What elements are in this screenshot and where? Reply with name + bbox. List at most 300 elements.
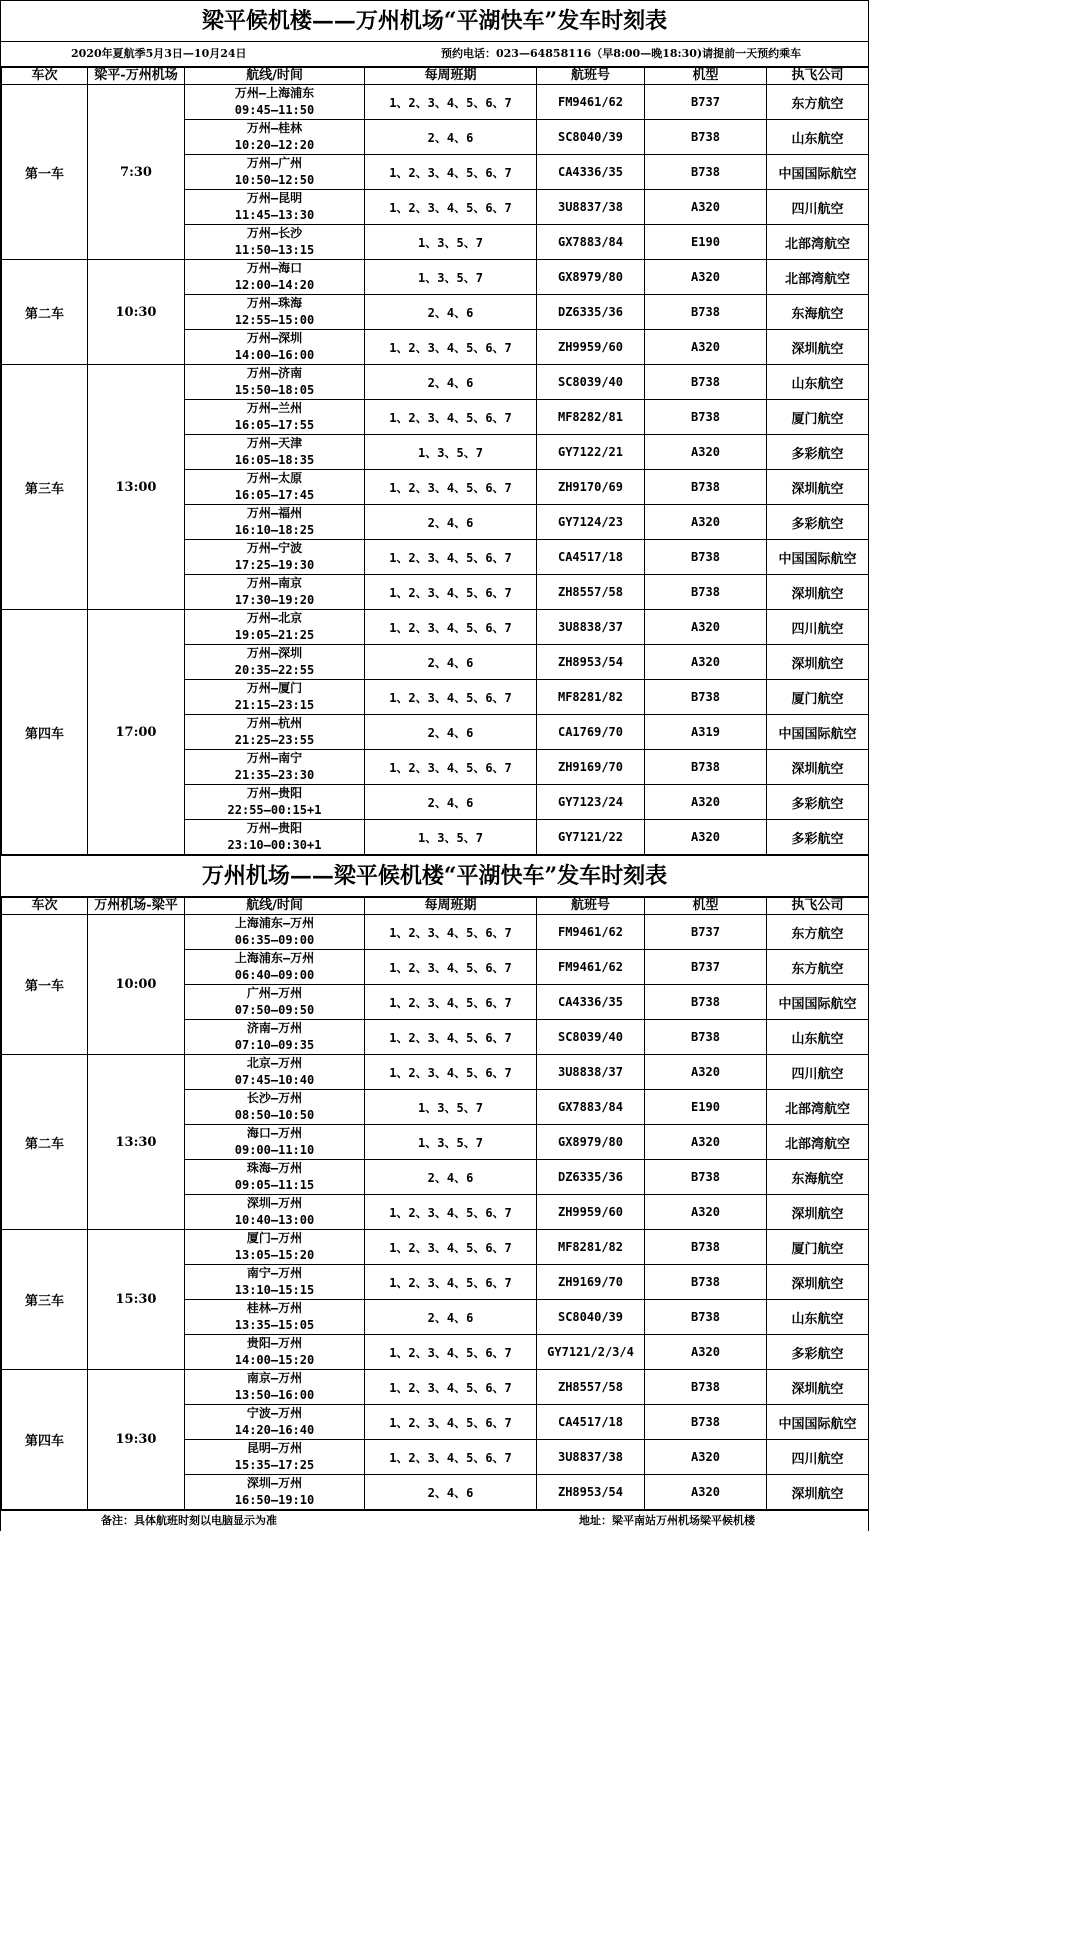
route-cell (185, 225, 365, 260)
airline-name: 四川航空 (767, 1055, 869, 1090)
route-name: 万州—杭州 (246, 716, 303, 730)
flight-number: SC8040/39 (537, 1300, 645, 1335)
airline-name: 深圳航空 (767, 645, 869, 680)
route-name: 广州—万州 (246, 986, 303, 1000)
flight-number: 3U8838/37 (537, 610, 645, 645)
flight-number: DZ6335/36 (537, 295, 645, 330)
route-cell (185, 985, 365, 1020)
aircraft-type: A320 (645, 260, 767, 295)
flight-number: 3U8837/38 (537, 190, 645, 225)
bus-number: 第四车 (2, 1370, 88, 1510)
weekly-days: 1、2、3、4、5、6、7 (365, 1370, 537, 1405)
flight-number: ZH9959/60 (537, 330, 645, 365)
flight-number: GX8979/80 (537, 1125, 645, 1160)
route-times: 10:50—12:50 (234, 173, 315, 187)
aircraft-type: B738 (645, 1405, 767, 1440)
weekly-days: 2、4、6 (365, 785, 537, 820)
aircraft-type: A320 (645, 645, 767, 680)
route-name: 深圳—万州 (246, 1196, 303, 1210)
flight-number: FM9461/62 (537, 85, 645, 120)
aircraft-type: B738 (645, 750, 767, 785)
weekly-days: 1、3、5、7 (365, 820, 537, 855)
route-cell (185, 645, 365, 680)
route-name: 上海浦东—万州 (234, 951, 315, 965)
route-times: 09:45—11:50 (234, 103, 315, 117)
route-cell (185, 85, 365, 120)
table-row (2, 915, 869, 950)
airline-name: 深圳航空 (767, 1475, 869, 1510)
flight-number: CA4336/35 (537, 155, 645, 190)
route-cell (185, 1370, 365, 1405)
bus-number: 第三车 (2, 365, 88, 610)
flight-number: ZH9169/70 (537, 1265, 645, 1300)
departure-time: 19:30 (88, 1370, 185, 1510)
aircraft-type: B738 (645, 1230, 767, 1265)
airline-name: 多彩航空 (767, 1335, 869, 1370)
season-text: 2020年夏航季5月3日—10月24日 (71, 47, 247, 60)
airline-name: 厦门航空 (767, 680, 869, 715)
route-times: 23:10—00:30+1 (227, 838, 322, 852)
aircraft-type: B738 (645, 680, 767, 715)
airline-name: 深圳航空 (767, 575, 869, 610)
table1-schedule (1, 67, 869, 855)
weekly-days: 1、3、5、7 (365, 1090, 537, 1125)
route-times: 16:05—17:45 (234, 488, 315, 502)
route-name: 宁波—万州 (246, 1406, 303, 1420)
weekly-days: 2、4、6 (365, 1160, 537, 1195)
weekly-days: 1、2、3、4、5、6、7 (365, 540, 537, 575)
flight-number: CA4336/35 (537, 985, 645, 1020)
aircraft-type: B738 (645, 985, 767, 1020)
route-cell (185, 1440, 365, 1475)
aircraft-type: A320 (645, 1195, 767, 1230)
route-cell (185, 915, 365, 950)
route-cell (185, 1335, 365, 1370)
column-header: 车次 (2, 68, 88, 85)
table-row (2, 610, 869, 645)
route-times: 06:40—09:00 (234, 968, 315, 982)
route-times: 11:50—13:15 (234, 243, 315, 257)
route-cell (185, 400, 365, 435)
route-times: 16:10—18:25 (234, 523, 315, 537)
route-cell (185, 1475, 365, 1510)
table1-info-line (1, 42, 868, 67)
weekly-days: 1、2、3、4、5、6、7 (365, 470, 537, 505)
flight-number: CA4517/18 (537, 1405, 645, 1440)
route-name: 昆明—万州 (246, 1441, 303, 1455)
airline-name: 北部湾航空 (767, 1125, 869, 1160)
aircraft-type: B738 (645, 1370, 767, 1405)
route-cell (185, 1090, 365, 1125)
weekly-days: 1、2、3、4、5、6、7 (365, 915, 537, 950)
aircraft-type: A320 (645, 1475, 767, 1510)
weekly-days: 1、2、3、4、5、6、7 (365, 985, 537, 1020)
aircraft-type: A320 (645, 785, 767, 820)
aircraft-type: A320 (645, 1055, 767, 1090)
weekly-days: 1、2、3、4、5、6、7 (365, 1405, 537, 1440)
route-cell (185, 750, 365, 785)
weekly-days: 1、2、3、4、5、6、7 (365, 155, 537, 190)
flight-number: MF8282/81 (537, 400, 645, 435)
flight-number: GY7121/2/3/4 (537, 1335, 645, 1370)
route-times: 09:05—11:15 (234, 1178, 315, 1192)
route-cell (185, 1265, 365, 1300)
route-cell (185, 785, 365, 820)
aircraft-type: B738 (645, 1160, 767, 1195)
aircraft-type: A320 (645, 435, 767, 470)
airline-name: 中国国际航空 (767, 540, 869, 575)
weekly-days: 1、2、3、4、5、6、7 (365, 190, 537, 225)
route-times: 10:40—13:00 (234, 1213, 315, 1227)
route-times: 21:25—23:55 (234, 733, 315, 747)
route-cell (185, 1055, 365, 1090)
route-name: 万州—海口 (246, 261, 303, 275)
departure-time: 13:30 (88, 1055, 185, 1230)
route-cell (185, 365, 365, 400)
aircraft-type: A320 (645, 330, 767, 365)
route-times: 14:00—15:20 (234, 1353, 315, 1367)
weekly-days: 1、2、3、4、5、6、7 (365, 1265, 537, 1300)
flight-number: MF8281/82 (537, 1230, 645, 1265)
airline-name: 多彩航空 (767, 785, 869, 820)
route-name: 万州—南京 (246, 576, 303, 590)
weekly-days: 1、3、5、7 (365, 435, 537, 470)
aircraft-type: A320 (645, 610, 767, 645)
route-name: 贵阳—万州 (246, 1336, 303, 1350)
airline-name: 山东航空 (767, 365, 869, 400)
aircraft-type: B738 (645, 295, 767, 330)
route-times: 11:45—13:30 (234, 208, 315, 222)
footer-note: 备注：具体航班时刻以电脑显示为准 (101, 1514, 277, 1527)
airline-name: 多彩航空 (767, 505, 869, 540)
route-times: 13:35—15:05 (234, 1318, 315, 1332)
bus-number: 第二车 (2, 260, 88, 365)
flight-number: ZH9170/69 (537, 470, 645, 505)
column-header: 航线/时间 (185, 68, 365, 85)
aircraft-type: B738 (645, 120, 767, 155)
route-cell (185, 295, 365, 330)
flight-number: ZH9169/70 (537, 750, 645, 785)
departure-time: 10:00 (88, 915, 185, 1055)
aircraft-type: B738 (645, 365, 767, 400)
column-header: 执飞公司 (767, 898, 869, 915)
route-cell (185, 435, 365, 470)
header-row (2, 68, 869, 85)
flight-number: ZH8557/58 (537, 1370, 645, 1405)
route-times: 08:50—10:50 (234, 1108, 315, 1122)
footer-address: 地址：梁平南站万州机场梁平候机楼 (579, 1514, 755, 1527)
aircraft-type: B738 (645, 1020, 767, 1055)
weekly-days: 2、4、6 (365, 715, 537, 750)
flight-number: MF8281/82 (537, 680, 645, 715)
route-cell (185, 1405, 365, 1440)
header-row (2, 898, 869, 915)
airline-name: 北部湾航空 (767, 1090, 869, 1125)
weekly-days: 1、2、3、4、5、6、7 (365, 575, 537, 610)
aircraft-type: A320 (645, 505, 767, 540)
route-name: 万州—福州 (246, 506, 303, 520)
route-times: 12:00—14:20 (234, 278, 315, 292)
route-name: 上海浦东—万州 (234, 916, 315, 930)
route-cell (185, 575, 365, 610)
weekly-days: 2、4、6 (365, 1300, 537, 1335)
column-header: 车次 (2, 898, 88, 915)
route-cell (185, 470, 365, 505)
route-name: 万州—厦门 (246, 681, 303, 695)
route-times: 14:00—16:00 (234, 348, 315, 362)
route-times: 15:35—17:25 (234, 1458, 315, 1472)
departure-time: 17:00 (88, 610, 185, 855)
weekly-days: 2、4、6 (365, 295, 537, 330)
column-header: 机型 (645, 898, 767, 915)
column-header: 万州机场-梁平 (88, 898, 185, 915)
table2-schedule (1, 897, 869, 1510)
route-name: 北京—万州 (246, 1056, 303, 1070)
table-row (2, 365, 869, 400)
bus-number: 第二车 (2, 1055, 88, 1230)
airline-name: 深圳航空 (767, 330, 869, 365)
route-name: 万州—桂林 (246, 121, 303, 135)
flight-number: GY7124/23 (537, 505, 645, 540)
aircraft-type: B738 (645, 400, 767, 435)
table2-title: 万州机场——梁平候机楼“平湖快车”发车时刻表 (1, 855, 868, 897)
aircraft-type: A320 (645, 1125, 767, 1160)
weekly-days: 1、2、3、4、5、6、7 (365, 330, 537, 365)
route-times: 14:20—16:40 (234, 1423, 315, 1437)
route-times: 19:05—21:25 (234, 628, 315, 642)
airline-name: 四川航空 (767, 190, 869, 225)
table-row (2, 1370, 869, 1405)
route-cell (185, 1020, 365, 1055)
route-times: 12:55—15:00 (234, 313, 315, 327)
airline-name: 厦门航空 (767, 1230, 869, 1265)
flight-number: ZH8557/58 (537, 575, 645, 610)
flight-number: SC8039/40 (537, 1020, 645, 1055)
weekly-days: 1、2、3、4、5、6、7 (365, 680, 537, 715)
flight-number: GY7121/22 (537, 820, 645, 855)
route-cell (185, 1160, 365, 1195)
airline-name: 北部湾航空 (767, 260, 869, 295)
route-cell (185, 950, 365, 985)
route-times: 16:05—17:55 (234, 418, 315, 432)
airline-name: 深圳航空 (767, 1370, 869, 1405)
aircraft-type: B737 (645, 85, 767, 120)
route-name: 万州—珠海 (246, 296, 303, 310)
route-times: 22:55—00:15+1 (227, 803, 322, 817)
weekly-days: 1、2、3、4、5、6、7 (365, 950, 537, 985)
airline-name: 山东航空 (767, 1300, 869, 1335)
column-header: 航线/时间 (185, 898, 365, 915)
column-header: 航班号 (537, 68, 645, 85)
route-name: 万州—深圳 (246, 331, 303, 345)
column-header: 梁平-万州机场 (88, 68, 185, 85)
weekly-days: 1、2、3、4、5、6、7 (365, 1055, 537, 1090)
weekly-days: 2、4、6 (365, 120, 537, 155)
route-cell (185, 190, 365, 225)
route-times: 07:50—09:50 (234, 1003, 315, 1017)
route-cell (185, 610, 365, 645)
airline-name: 多彩航空 (767, 435, 869, 470)
route-name: 万州—兰州 (246, 401, 303, 415)
aircraft-type: A319 (645, 715, 767, 750)
route-name: 万州—上海浦东 (234, 86, 315, 100)
route-cell (185, 820, 365, 855)
departure-time: 13:00 (88, 365, 185, 610)
aircraft-type: A320 (645, 1440, 767, 1475)
airline-name: 东海航空 (767, 1160, 869, 1195)
route-times: 07:45—10:40 (234, 1073, 315, 1087)
footer (1, 1510, 868, 1531)
route-cell (185, 1230, 365, 1265)
weekly-days: 1、3、5、7 (365, 1125, 537, 1160)
flight-number: ZH8953/54 (537, 1475, 645, 1510)
aircraft-type: B738 (645, 1265, 767, 1300)
flight-number: FM9461/62 (537, 950, 645, 985)
flight-number: GY7123/24 (537, 785, 645, 820)
route-name: 珠海—万州 (246, 1161, 303, 1175)
column-header: 航班号 (537, 898, 645, 915)
route-cell (185, 1300, 365, 1335)
route-times: 10:20—12:20 (234, 138, 315, 152)
route-name: 万州—济南 (246, 366, 303, 380)
route-times: 13:50—16:00 (234, 1388, 315, 1402)
weekly-days: 2、4、6 (365, 505, 537, 540)
bus-number: 第三车 (2, 1230, 88, 1370)
column-header: 每周班期 (365, 68, 537, 85)
route-times: 16:50—19:10 (234, 1493, 315, 1507)
route-name: 万州—天津 (246, 436, 303, 450)
aircraft-type: B737 (645, 915, 767, 950)
weekly-days: 1、2、3、4、5、6、7 (365, 1230, 537, 1265)
airline-name: 东方航空 (767, 915, 869, 950)
aircraft-type: A320 (645, 1335, 767, 1370)
column-header: 每周班期 (365, 898, 537, 915)
route-cell (185, 1125, 365, 1160)
weekly-days: 1、2、3、4、5、6、7 (365, 1195, 537, 1230)
route-times: 09:00—11:10 (234, 1143, 315, 1157)
weekly-days: 1、2、3、4、5、6、7 (365, 400, 537, 435)
airline-name: 山东航空 (767, 120, 869, 155)
flight-number: DZ6335/36 (537, 1160, 645, 1195)
route-cell (185, 260, 365, 295)
route-times: 15:50—18:05 (234, 383, 315, 397)
route-cell (185, 330, 365, 365)
route-name: 万州—长沙 (246, 226, 303, 240)
flight-number: GX7883/84 (537, 225, 645, 260)
aircraft-type: B738 (645, 575, 767, 610)
route-times: 07:10—09:35 (234, 1038, 315, 1052)
route-times: 21:35—23:30 (234, 768, 315, 782)
route-cell (185, 155, 365, 190)
column-header: 执飞公司 (767, 68, 869, 85)
route-times: 16:05—18:35 (234, 453, 315, 467)
flight-number: CA1769/70 (537, 715, 645, 750)
route-cell (185, 120, 365, 155)
weekly-days: 1、3、5、7 (365, 225, 537, 260)
route-name: 济南—万州 (246, 1021, 303, 1035)
aircraft-type: B738 (645, 1300, 767, 1335)
airline-name: 多彩航空 (767, 820, 869, 855)
airline-name: 中国国际航空 (767, 715, 869, 750)
route-cell (185, 715, 365, 750)
route-name: 万州—南宁 (246, 751, 303, 765)
weekly-days: 2、4、6 (365, 365, 537, 400)
route-name: 万州—广州 (246, 156, 303, 170)
table1-title: 梁平候机楼——万州机场“平湖快车”发车时刻表 (1, 1, 868, 42)
flight-number: FM9461/62 (537, 915, 645, 950)
route-cell (185, 680, 365, 715)
flight-number: GY7122/21 (537, 435, 645, 470)
route-times: 13:10—15:15 (234, 1283, 315, 1297)
airline-name: 东方航空 (767, 85, 869, 120)
route-times: 13:05—15:20 (234, 1248, 315, 1262)
bus-number: 第一车 (2, 85, 88, 260)
route-name: 万州—北京 (246, 611, 303, 625)
flight-number: SC8039/40 (537, 365, 645, 400)
route-name: 深圳—万州 (246, 1476, 303, 1490)
weekly-days: 2、4、6 (365, 1475, 537, 1510)
phone-text: 预约电话：023—64858116（早8:00—晚18:30)请提前一天预约乘车 (441, 47, 802, 60)
route-times: 20:35—22:55 (234, 663, 315, 677)
flight-number: SC8040/39 (537, 120, 645, 155)
airline-name: 东海航空 (767, 295, 869, 330)
bus-number: 第一车 (2, 915, 88, 1055)
route-name: 长沙—万州 (246, 1091, 303, 1105)
aircraft-type: A320 (645, 190, 767, 225)
airline-name: 深圳航空 (767, 1195, 869, 1230)
aircraft-type: E190 (645, 225, 767, 260)
route-name: 海口—万州 (246, 1126, 303, 1140)
aircraft-type: B738 (645, 540, 767, 575)
route-name: 万州—贵阳 (246, 821, 303, 835)
airline-name: 深圳航空 (767, 750, 869, 785)
column-header: 机型 (645, 68, 767, 85)
weekly-days: 1、2、3、4、5、6、7 (365, 1335, 537, 1370)
aircraft-type: B738 (645, 470, 767, 505)
flight-number: CA4517/18 (537, 540, 645, 575)
aircraft-type: B738 (645, 155, 767, 190)
table-row (2, 1055, 869, 1090)
departure-time: 7:30 (88, 85, 185, 260)
aircraft-type: B737 (645, 950, 767, 985)
route-name: 万州—贵阳 (246, 786, 303, 800)
airline-name: 四川航空 (767, 1440, 869, 1475)
departure-time: 10:30 (88, 260, 185, 365)
aircraft-type: A320 (645, 820, 767, 855)
flight-number: ZH9959/60 (537, 1195, 645, 1230)
airline-name: 四川航空 (767, 610, 869, 645)
airline-name: 深圳航空 (767, 1265, 869, 1300)
route-name: 万州—太原 (246, 471, 303, 485)
flight-number: GX8979/80 (537, 260, 645, 295)
departure-time: 15:30 (88, 1230, 185, 1370)
bus-number: 第四车 (2, 610, 88, 855)
airline-name: 中国国际航空 (767, 155, 869, 190)
airline-name: 中国国际航空 (767, 985, 869, 1020)
route-times: 17:25—19:30 (234, 558, 315, 572)
route-cell (185, 1195, 365, 1230)
route-name: 南京—万州 (246, 1371, 303, 1385)
table-row (2, 85, 869, 120)
route-times: 21:15—23:15 (234, 698, 315, 712)
table-row (2, 1230, 869, 1265)
flight-number: GX7883/84 (537, 1090, 645, 1125)
flight-number: ZH8953/54 (537, 645, 645, 680)
route-name: 万州—宁波 (246, 541, 303, 555)
airline-name: 北部湾航空 (767, 225, 869, 260)
flight-number: 3U8838/37 (537, 1055, 645, 1090)
route-cell (185, 540, 365, 575)
